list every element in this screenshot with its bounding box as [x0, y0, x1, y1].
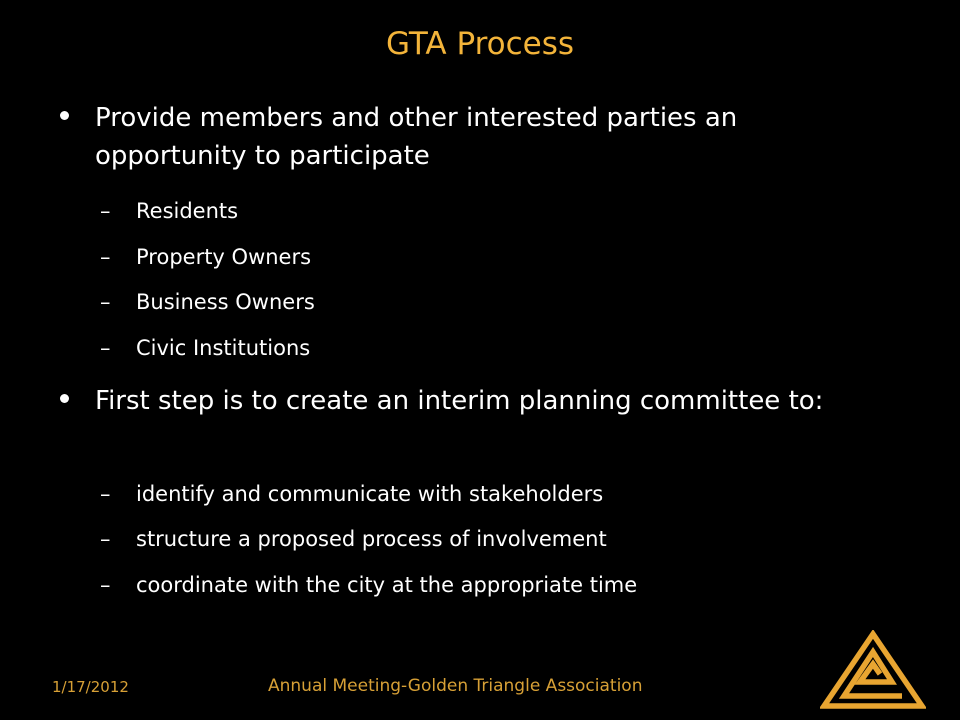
bullet-dot-icon — [60, 111, 69, 120]
dash-icon: – — [100, 336, 111, 360]
footer-date: 1/17/2012 — [52, 678, 129, 696]
bullet-dot-icon — [60, 394, 69, 403]
dash-icon: – — [100, 573, 111, 597]
bullet-text: Provide members and other interested parties an opportunity to participate — [95, 103, 738, 171]
footer-title: Annual Meeting-Golden Triangle Association — [268, 676, 643, 696]
dash-icon: – — [100, 482, 111, 506]
golden-triangle-logo-icon — [820, 630, 926, 710]
dash-icon: – — [100, 290, 111, 314]
sub-item-text: Civic Institutions — [136, 336, 311, 360]
sub-item — [100, 334, 860, 362]
slide-title: GTA Process — [385, 26, 575, 62]
sub-item — [100, 571, 860, 599]
sub-item — [100, 197, 860, 225]
dash-icon: – — [100, 527, 111, 551]
sub-item — [100, 480, 860, 508]
dash-icon: – — [100, 245, 111, 269]
bullet-item — [60, 382, 880, 420]
sub-item-text: Business Owners — [136, 290, 315, 314]
sub-item-text: coordinate with the city at the appropriate time — [136, 573, 638, 597]
sub-item-text: structure a proposed process of involvement — [136, 527, 607, 551]
sub-item-text: Property Owners — [136, 245, 312, 269]
dash-icon: – — [100, 199, 111, 223]
sub-item — [100, 243, 860, 271]
bullet-text: First step is to create an interim planning committee to: — [95, 386, 824, 416]
bullet-item — [60, 99, 880, 175]
sub-item-text: Residents — [136, 199, 239, 223]
sub-item — [100, 288, 860, 316]
sub-item-text: identify and communicate with stakeholders — [136, 482, 604, 506]
sub-item — [100, 525, 860, 553]
